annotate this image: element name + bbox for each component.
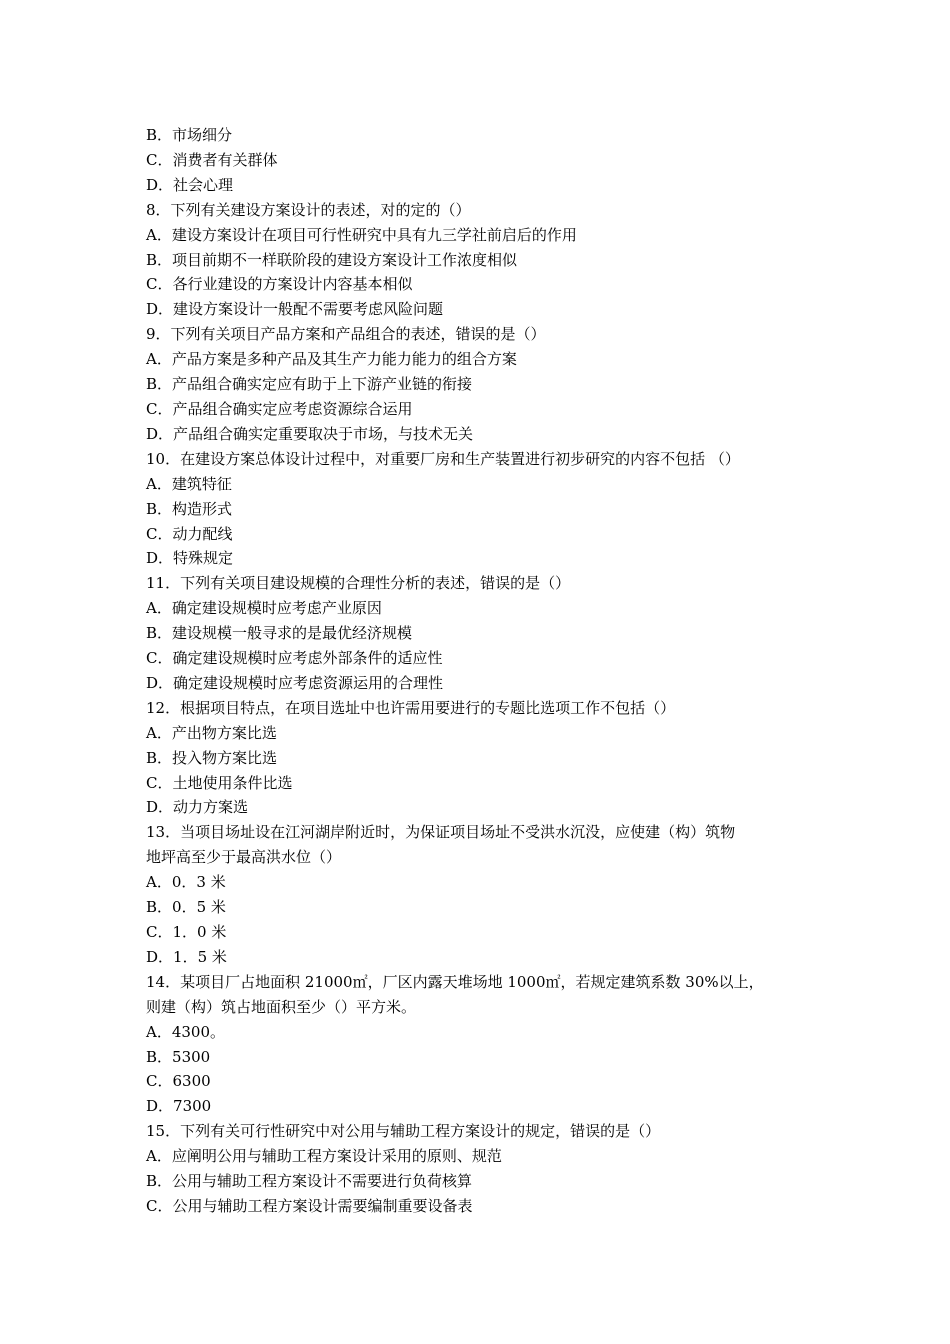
text-line: A．建筑特征 [146,474,232,493]
text-line: 9．下列有关项目产品方案和产品组合的表述，错误的是（） [146,325,546,344]
text-line: 15．下列有关可行性研究中对公用与辅助工程方案设计的规定，错误的是（） [146,1122,661,1141]
text-line: C．各行业建设的方案设计内容基本相似 [146,275,413,294]
text-line: C．公用与辅助工程方案设计需要编制重要设备表 [146,1196,473,1215]
text-line: B．市场细分 [146,126,233,144]
text-line: C．消费者有关群体 [146,150,278,169]
text-line: A．4300。 [146,1022,226,1041]
text-line: 10．在建设方案总体设计过程中，对重要厂房和生产装置进行初步研究的内容不包括 （） [146,449,740,468]
text-line: C．动力配线 [146,524,233,543]
text-line: B．投入物方案比选 [146,748,278,767]
text-line: B．公用与辅助工程方案设计不需要进行负荷核算 [146,1172,473,1191]
text-line: 14．某项目厂占地面积 21000㎡，厂区内露天堆场地 1000㎡，若规定建筑系数 30%以上， [146,972,764,991]
text-line: 12．根据项目特点，在项目选址中也许需用要进行的专题比选项工作不包括（） [146,698,676,717]
text-line: C．确定建设规模时应考虑外部条件的适应性 [146,649,443,668]
text-line: 地坪高至少于最高洪水位（） [146,848,342,867]
text-line: B．构造形式 [146,499,233,518]
text-line: B．建设规模一般寻求的是最优经济规模 [146,624,413,643]
text-line: D．特殊规定 [146,549,234,568]
text-line: B．5300 [146,1047,211,1066]
text-line: D．社会心理 [146,175,234,194]
text-line: A．确定建设规模时应考虑产业原因 [146,599,382,618]
text-line: D．动力方案选 [146,798,249,817]
text-line: D．建设方案设计一般配不需要考虑风险问题 [146,300,444,319]
text-line: B．产品组合确实定应有助于上下游产业链的衔接 [146,375,473,394]
text-line: C．1．0 米 [146,923,227,941]
text-line: D．确定建设规模时应考虑资源运用的合理性 [146,673,444,692]
text-line: D．1．5 米 [146,947,227,966]
text-line: D．产品组合确实定重要取决于市场，与技术无关 [146,424,474,443]
text-line: D．7300 [146,1097,212,1116]
text-line: C．土地使用条件比选 [146,773,293,792]
text-line: 11．下列有关项目建设规模的合理性分析的表述，错误的是（） [146,574,571,593]
text-line: A．建设方案设计在项目可行性研究中具有九三学社前启后的作用 [146,225,577,244]
document-page [146,123,816,1219]
text-line: 8．下列有关建设方案设计的表述，对的定的（） [146,200,471,219]
text-line: A．产品方案是多种产品及其生产力能力能力的组合方案 [146,350,517,369]
text-line: 则建（构）筑占地面积至少（）平方米。 [146,997,417,1016]
text-line: B．0．5 米 [146,898,226,917]
text-line: A．产出物方案比选 [146,723,277,742]
text-line: C．产品组合确实定应考虑资源综合运用 [146,399,413,418]
text-line: 13．当项目场址设在江河湖岸附近时，为保证项目场址不受洪水沉没，应使建（构）筑物 [146,823,736,842]
text-line: A．应阐明公用与辅助工程方案设计采用的原则、规范 [146,1147,502,1166]
text-line: C．6300 [146,1072,211,1091]
text-line: A．0．3 米 [146,873,226,892]
text-line: B．项目前期不一样联阶段的建设方案设计工作浓度相似 [146,250,518,269]
